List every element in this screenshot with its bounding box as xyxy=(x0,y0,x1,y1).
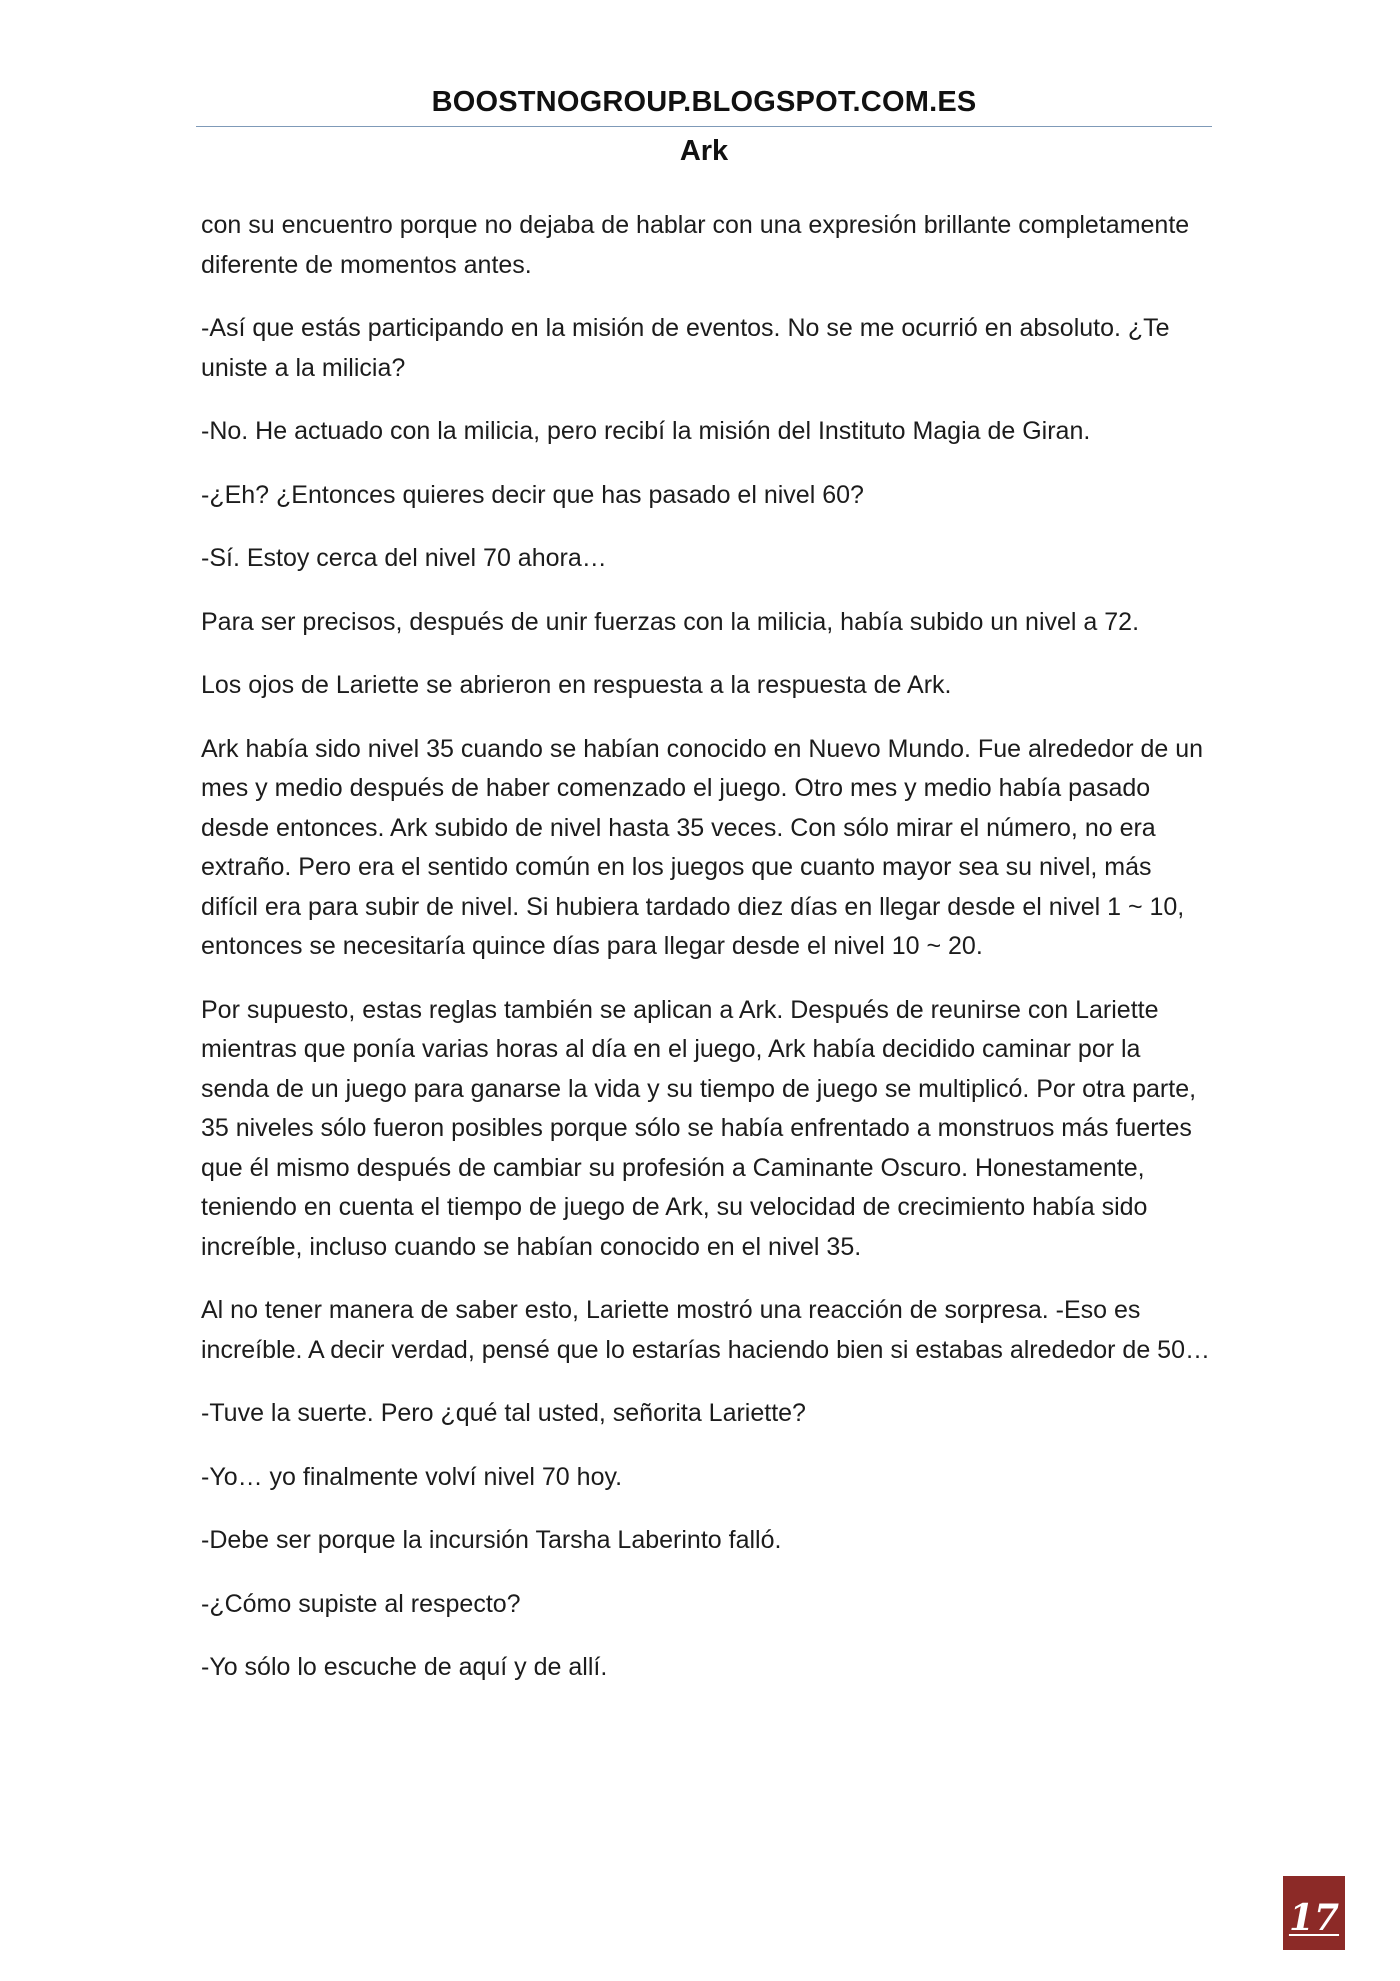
paragraph: -Sí. Estoy cerca del nivel 70 ahora… xyxy=(201,544,607,572)
paragraph: Por supuesto, estas reglas también se aplican a Ark. Después de reunirse con Lariette mientras que ponía varias horas al día en el juego, Ark había decidido caminar por la senda de un juego para ganarse la vida y su tiempo de juego se multiplicó. Por otra parte, 35 niveles sólo fueron posibles porque sólo se había enfrentado a monstruos más fuertes que él mismo después de cambiar su profesión a Caminante Oscuro. Honestamente, teniendo en cuenta el tiempo de juego de Ark, su velocidad de crecimiento había sido increíble, incluso cuando se habían conocido en el nivel 35. xyxy=(201,995,1197,1261)
page-number-badge xyxy=(1283,1876,1345,1950)
paragraph: Para ser precisos, después de unir fuerzas con la milicia, había subido un nivel a 72. xyxy=(201,607,1140,636)
header-divider xyxy=(196,126,1212,127)
body-text xyxy=(201,206,1211,1712)
paragraph: -No. He actuado con la milicia, pero recibí la misión del Instituto Magia de Giran. xyxy=(201,417,1091,445)
paragraph: con su encuentro porque no dejaba de hablar con una expresión brillante completamente diferente de momentos antes. xyxy=(201,211,1190,279)
site-title: BOOSTNOGROUP.BLOGSPOT.COM.ES xyxy=(431,86,977,118)
page-header xyxy=(196,82,1212,122)
paragraph: Los ojos de Lariette se abrieron en respuesta a la respuesta de Ark. xyxy=(201,671,952,699)
paragraph: Al no tener manera de saber esto, Lariette mostró una reacción de sorpresa. -Eso es increíble. A decir verdad, pensé que lo estarías haciendo bien si estabas alrededor de 50… xyxy=(201,1296,1210,1364)
page-number: 17 xyxy=(1288,1897,1340,1939)
paragraph: -Yo sólo lo escuche de aquí y de allí. xyxy=(201,1653,608,1681)
paragraph: -¿Cómo supiste al respecto? xyxy=(201,1589,521,1618)
paragraph: Ark había sido nivel 35 cuando se habían conocido en Nuevo Mundo. Fue alrededor de un mes y medio después de haber comenzado el juego. Otro mes y medio había pasado desde entonces. Ark subido de nivel hasta 35 veces. Con sólo mirar el número, no era extraño. Pero era el sentido común en los juegos que cuanto mayor sea su nivel, más difícil era para subir de nivel. Si hubiera tardado diez días en llegar desde el nivel 1 ~ 10, entonces se necesitaría quince días para llegar desde el nivel 10 ~ 20. xyxy=(201,734,1204,960)
paragraph: -Tuve la suerte. Pero ¿qué tal usted, señorita Lariette? xyxy=(201,1399,806,1427)
paragraph: -Yo… yo finalmente volví nivel 70 hoy. xyxy=(201,1462,623,1491)
paragraph: -Debe ser porque la incursión Tarsha Laberinto falló. xyxy=(201,1526,782,1554)
paragraph: -¿Eh? ¿Entonces quieres decir que has pasado el nivel 60? xyxy=(201,480,864,509)
book-title: Ark xyxy=(679,135,729,167)
paragraph: -Así que estás participando en la misión de eventos. No se me ocurrió en absoluto. ¿Te uniste a la milicia? xyxy=(201,314,1170,382)
